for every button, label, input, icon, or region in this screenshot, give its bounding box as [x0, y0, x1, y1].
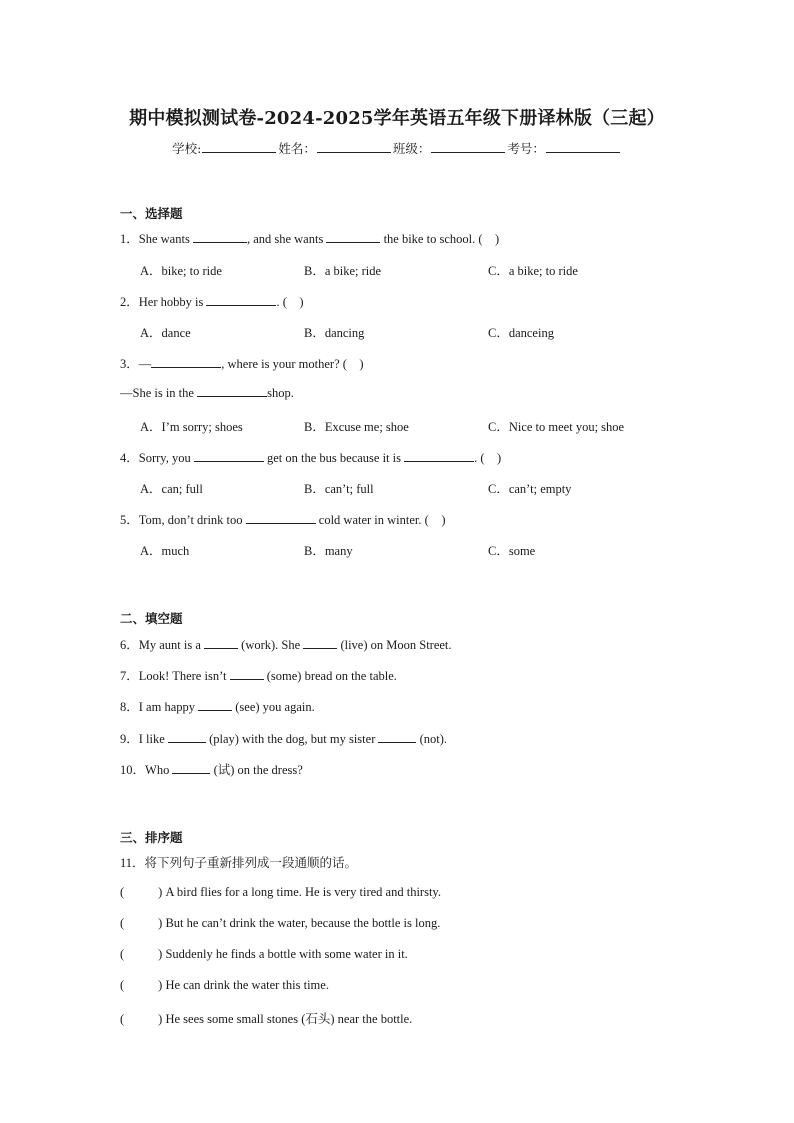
order-item-text: He can drink the water this time. — [165, 978, 329, 992]
question-text: (not). — [416, 732, 448, 746]
paren-close: ) — [158, 885, 163, 899]
question-number: 7． — [120, 669, 139, 683]
question-number: 6． — [120, 638, 139, 652]
question-text: (live) on Moon Street. — [337, 638, 452, 652]
option-a[interactable]: A．bike; to ride — [140, 264, 222, 278]
page-title: 期中模拟测试卷-2024-2025学年英语五年级下册译林版（三起） — [129, 108, 665, 129]
answer-blank[interactable] — [193, 231, 247, 243]
answer-blank[interactable] — [172, 762, 210, 774]
option-c[interactable]: C．a bike; to ride — [488, 264, 578, 278]
option-a[interactable]: A．can; full — [140, 482, 203, 496]
question-text: (play) with the dog, but my sister — [205, 732, 379, 746]
answer-blank[interactable] — [404, 450, 474, 462]
question-7 — [120, 666, 397, 684]
question-number: 2． — [120, 295, 139, 309]
answer-blank[interactable] — [303, 637, 337, 649]
exam-no-label: 考号： — [507, 141, 545, 156]
question-10 — [120, 760, 303, 778]
question-number: 9． — [120, 732, 139, 746]
question-text: (some) bread on the table. — [263, 669, 397, 683]
order-item — [120, 916, 440, 931]
question-number: 3． — [120, 357, 139, 371]
option-b[interactable]: B．dancing — [304, 326, 365, 340]
question-text: (work). She — [238, 638, 304, 652]
question-text: . ( ) — [276, 295, 304, 309]
paren-close: ) — [158, 1012, 163, 1026]
student-info — [0, 139, 794, 157]
question-4 — [120, 448, 501, 466]
paren-open: ( — [120, 916, 125, 930]
order-item — [120, 1009, 412, 1027]
section-heading-fill: 二、填空题 — [120, 611, 183, 626]
paren-close: ) — [158, 947, 163, 961]
option-c[interactable]: C．danceing — [488, 326, 554, 340]
name-label: 姓名： — [278, 141, 316, 156]
option-b[interactable]: B．Excuse me; shoe — [304, 420, 409, 434]
order-item-text: A bird flies for a long time. He is very tired and thirsty. — [165, 885, 441, 899]
option-b[interactable]: B．can’t; full — [304, 482, 374, 496]
question-6 — [120, 635, 452, 653]
school-label: 学校: — [172, 141, 202, 156]
answer-blank[interactable] — [204, 637, 238, 649]
option-c[interactable]: C．can’t; empty — [488, 482, 572, 496]
question-text: Tom, don’t drink too — [138, 513, 246, 527]
question-text: (see) you again. — [232, 700, 315, 714]
question-text: , where is your mother? ( ) — [221, 357, 364, 371]
question-2 — [120, 292, 304, 310]
order-item-text: Suddenly he finds a bottle with some water in it. — [165, 947, 408, 961]
question-text: I am happy — [138, 700, 199, 714]
question-3 — [120, 354, 364, 372]
section-heading-choice: 一、选择题 — [120, 206, 183, 221]
answer-blank[interactable] — [230, 668, 264, 680]
answer-blank[interactable] — [197, 385, 267, 397]
question-5 — [120, 510, 445, 528]
order-item — [120, 978, 329, 993]
option-a[interactable]: A．much — [140, 544, 190, 558]
option-a[interactable]: A．dance — [140, 326, 191, 340]
option-a[interactable]: A．I’m sorry; shoes — [140, 420, 243, 434]
question-text: My aunt is a — [138, 638, 205, 652]
option-b[interactable]: B．a bike; ride — [304, 264, 382, 278]
answer-blank[interactable] — [206, 294, 276, 306]
paren-close: ) — [158, 916, 163, 930]
question-text: Her hobby is — [138, 295, 207, 309]
answer-blank[interactable] — [198, 699, 232, 711]
question-text: I like — [138, 732, 168, 746]
answer-blank[interactable] — [194, 450, 264, 462]
question-number: 4． — [120, 451, 139, 465]
question-text: (试) on the dress? — [210, 763, 303, 777]
section-heading-order: 三、排序题 — [120, 830, 183, 845]
question-number: 8． — [120, 700, 139, 714]
class-blank[interactable] — [431, 140, 505, 153]
option-c[interactable]: C．some — [488, 544, 536, 558]
question-text: Who — [145, 763, 173, 777]
order-item-text: But he can’t drink the water, because the bottle is long. — [165, 916, 441, 930]
question-number: 1． — [120, 232, 139, 246]
order-item — [120, 885, 441, 900]
question-text: cold water in winter. ( ) — [315, 513, 446, 527]
question-number: 11． — [120, 856, 145, 870]
paren-open: ( — [120, 978, 125, 992]
order-item-text: He sees some small stones (石头) near the bottle. — [165, 1012, 413, 1026]
question-1 — [120, 229, 499, 247]
question-text: , and she wants — [246, 232, 327, 246]
question-text: — — [138, 357, 152, 371]
name-blank[interactable] — [317, 140, 391, 153]
question-text: Look! There isn’t — [138, 669, 230, 683]
question-9 — [120, 729, 447, 747]
question-text: get on the bus because it is — [263, 451, 405, 465]
question-8 — [120, 697, 315, 715]
paren-open: ( — [120, 947, 125, 961]
school-blank[interactable] — [202, 140, 276, 153]
question-text: 将下列句子重新排列成一段通顺的话。 — [144, 856, 358, 870]
answer-blank[interactable] — [246, 512, 316, 524]
question-text: —She is in the — [120, 386, 198, 400]
order-item — [120, 947, 408, 962]
question-text: Sorry, you — [138, 451, 194, 465]
question-text: the bike to school. ( ) — [380, 232, 500, 246]
class-label: 班级： — [392, 141, 431, 156]
question-number: 5． — [120, 513, 139, 527]
question-text: . ( ) — [474, 451, 502, 465]
answer-blank[interactable] — [326, 231, 380, 243]
question-text: She wants — [138, 232, 193, 246]
option-c[interactable]: C．Nice to meet you; shoe — [488, 420, 625, 434]
exam-no-blank[interactable] — [546, 140, 620, 153]
option-b[interactable]: B．many — [304, 544, 353, 558]
answer-blank[interactable] — [168, 731, 206, 743]
question-number: 10． — [120, 763, 146, 777]
paren-close: ) — [158, 978, 163, 992]
answer-blank[interactable] — [151, 356, 221, 368]
paren-open: ( — [120, 885, 125, 899]
question-text: shop. — [267, 386, 294, 400]
answer-blank[interactable] — [378, 731, 416, 743]
paren-open: ( — [120, 1012, 125, 1026]
question-11 — [120, 853, 357, 871]
question-3-line-2 — [120, 385, 294, 401]
